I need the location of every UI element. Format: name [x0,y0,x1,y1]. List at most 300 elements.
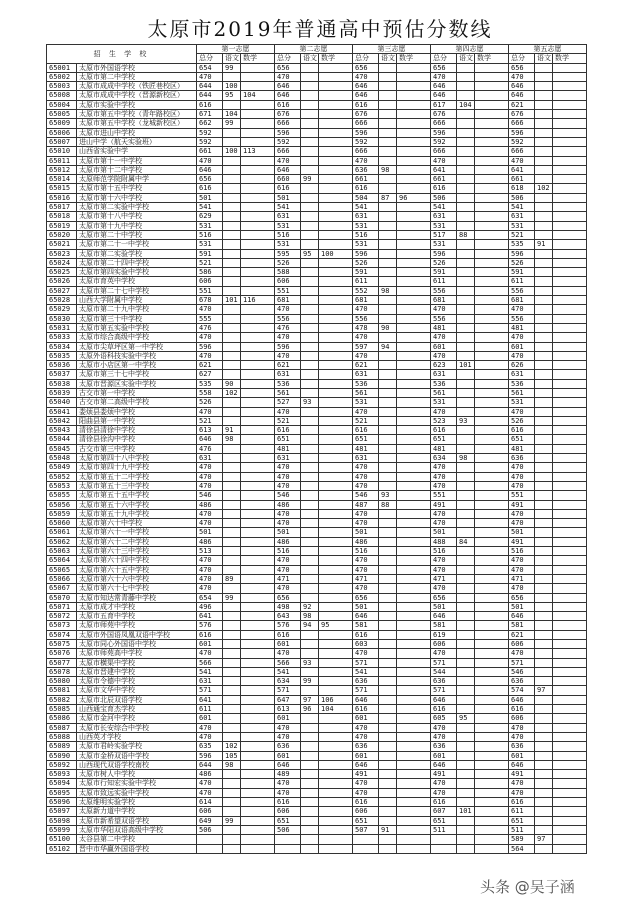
choice2-chinese-cell [301,547,319,556]
choice2-math-cell [319,258,353,267]
choice2-total-cell: 470 [275,556,301,565]
choice4-chinese-cell [457,612,475,621]
choice5-chinese-cell [535,268,553,277]
choice5-chinese-cell [535,481,553,490]
school-code-cell: 65040 [47,398,77,407]
choice4-chinese-cell [457,435,475,444]
choice3-math-cell [397,547,431,556]
choice3-chinese-cell [379,714,397,723]
choice4-math-cell [475,342,509,351]
choice4-total-cell: 470 [431,481,457,490]
choice1-chinese-cell [223,454,241,463]
choice1-math-cell [241,807,275,816]
choice1-total-cell: 661 [197,147,223,156]
choice4-chinese-cell: 88 [457,230,475,239]
choice3-total-cell: 526 [353,258,379,267]
choice1-math-cell [241,742,275,751]
choice1-math-cell [241,323,275,332]
choice5-math-cell [553,472,587,481]
choice3-total-cell: 646 [353,760,379,769]
table-row [47,528,587,537]
choice1-chinese-cell [223,314,241,323]
choice4-chinese-cell [457,333,475,342]
school-name-cell: 太原维明实验学校 [77,798,197,807]
choice4-math-cell [475,323,509,332]
table-row [47,630,587,639]
choice2-math-cell [319,649,353,658]
choice3-math-cell [397,407,431,416]
school-code-cell: 65043 [47,426,77,435]
choice5-total-cell: 656 [509,63,535,72]
choice1-chinese-cell: 90 [223,379,241,388]
choice3-chinese-cell [379,537,397,546]
choice5-math-cell [553,407,587,416]
choice5-total-cell: 596 [509,249,535,258]
choice4-total-cell: 616 [431,705,457,714]
choice2-math-cell [319,184,353,193]
school-code-cell: 65066 [47,574,77,583]
school-name-cell: 清徐县徐沟中学校 [77,435,197,444]
choice5-chinese-cell [535,519,553,528]
choice1-chinese-cell [223,565,241,574]
choice3-total-cell: 470 [353,649,379,658]
table-row [47,807,587,816]
choice3-total-cell: 546 [353,491,379,500]
choice4-chinese-cell [457,816,475,825]
school-name-cell: 太原市横渠中学校 [77,658,197,667]
choice3-chinese-cell [379,175,397,184]
choice3-total-cell: 470 [353,519,379,528]
choice2-total-cell: 676 [275,110,301,119]
choice4-math-cell [475,705,509,714]
choice5-total-cell: 606 [509,714,535,723]
choice2-math-cell [319,286,353,295]
choice3-math-cell [397,612,431,621]
choice3-chinese-cell [379,844,397,853]
choice5-total-cell: 470 [509,333,535,342]
school-code-cell: 65053 [47,481,77,490]
choice3-total-cell: 601 [353,751,379,760]
choice1-chinese-cell [223,351,241,360]
choice1-chinese-cell [223,807,241,816]
choice4-math-cell [475,640,509,649]
choice2-chinese-cell [301,528,319,537]
choice2-math-cell [319,807,353,816]
choice4-math-cell [475,751,509,760]
choice1-math-cell [241,658,275,667]
choice2-math-cell [319,128,353,137]
choice5-total-cell: 676 [509,110,535,119]
choice3-chinese-cell [379,110,397,119]
choice4-math-cell [475,128,509,137]
choice5-math-cell [553,175,587,184]
choice3-chinese-cell [379,788,397,797]
choice3-chinese-cell [379,221,397,230]
choice2-total-cell: 660 [275,175,301,184]
choice1-total-cell: 662 [197,119,223,128]
choice1-chinese-cell [223,128,241,137]
school-code-cell: 65025 [47,268,77,277]
choice5-total-cell: 666 [509,119,535,128]
choice3-total-cell: 581 [353,621,379,630]
choice2-total-cell: 476 [275,323,301,332]
choice4-math-cell [475,621,509,630]
subcol-chinese: 语文 [223,54,241,63]
school-name-cell: 太原市第二中学校 [77,72,197,81]
choice1-math-cell [241,547,275,556]
choice5-total-cell: 646 [509,695,535,704]
choice3-math-cell [397,203,431,212]
choice3-total-cell: 621 [353,361,379,370]
choice2-total-cell: 643 [275,612,301,621]
choice3-math-cell [397,705,431,714]
choice5-total-cell: 666 [509,147,535,156]
choice3-chinese-cell [379,398,397,407]
choice5-chinese-cell [535,342,553,351]
choice2-math-cell [319,221,353,230]
choice2-chinese-cell [301,416,319,425]
choice2-math-cell [319,723,353,732]
choice5-chinese-cell [535,305,553,314]
choice4-total-cell: 470 [431,732,457,741]
choice2-chinese-cell: 95 [301,249,319,258]
choice2-total-cell: 656 [275,593,301,602]
school-name-cell: 古交市第二高级中学校 [77,398,197,407]
choice1-chinese-cell [223,658,241,667]
choice2-math-cell [319,388,353,397]
choice2-chinese-cell [301,509,319,518]
choice4-total-cell: 551 [431,491,457,500]
choice1-chinese-cell [223,481,241,490]
choice3-math-cell [397,100,431,109]
choice1-math-cell [241,258,275,267]
choice5-math-cell [553,537,587,546]
choice2-total-cell: 681 [275,296,301,305]
school-name-cell: 太原市第二十四中学校 [77,258,197,267]
choice3-math-cell [397,732,431,741]
choice2-math-cell [319,230,353,239]
choice5-math-cell [553,732,587,741]
choice2-total-cell: 506 [275,825,301,834]
choice1-math-cell: 104 [241,91,275,100]
choice1-total-cell: 596 [197,751,223,760]
choice3-total-cell: 606 [353,807,379,816]
choice5-chinese-cell [535,612,553,621]
choice5-chinese-cell [535,463,553,472]
choice1-math-cell [241,156,275,165]
choice2-math-cell [319,268,353,277]
choice4-chinese-cell [457,621,475,630]
subcol-total: 总分 [353,54,379,63]
choice3-total-cell: 541 [353,203,379,212]
choice4-math-cell [475,435,509,444]
choice1-chinese-cell: 101 [223,296,241,305]
choice4-total-cell: 646 [431,82,457,91]
school-code-cell: 65048 [47,454,77,463]
choice5-chinese-cell [535,398,553,407]
school-code-cell: 65074 [47,630,77,639]
choice3-chinese-cell [379,305,397,314]
choice5-chinese-cell [535,258,553,267]
choice2-math-cell [319,593,353,602]
choice4-total-cell: 676 [431,110,457,119]
table-row [47,500,587,509]
choice4-chinese-cell [457,481,475,490]
choice5-total-cell: 551 [509,491,535,500]
choice3-math-cell [397,296,431,305]
choice5-math-cell [553,305,587,314]
table-row [47,119,587,128]
choice1-total-cell: 614 [197,798,223,807]
choice2-total-cell: 486 [275,500,301,509]
table-row [47,230,587,239]
school-code-cell: 65028 [47,296,77,305]
choice4-math-cell [475,277,509,286]
choice3-total-cell: 666 [353,147,379,156]
choice1-total-cell: 470 [197,333,223,342]
choice1-total-cell: 470 [197,407,223,416]
choice1-math-cell [241,500,275,509]
choice1-total-cell: 616 [197,100,223,109]
choice2-math-cell [319,732,353,741]
choice5-chinese-cell [535,732,553,741]
choice4-total-cell: 531 [431,398,457,407]
school-name-cell: 太原市第十九中学校 [77,221,197,230]
choice1-chinese-cell [223,268,241,277]
choice3-math-cell [397,788,431,797]
choice5-chinese-cell [535,574,553,583]
choice5-chinese-cell [535,723,553,732]
choice1-chinese-cell [223,528,241,537]
choice3-total-cell: 470 [353,723,379,732]
choice1-total-cell: 555 [197,314,223,323]
choice5-total-cell: 470 [509,305,535,314]
choice5-total-cell: 471 [509,574,535,583]
choice5-math-cell [553,835,587,844]
choice2-total-cell: 606 [275,807,301,816]
choice4-total-cell: 470 [431,333,457,342]
choice1-math-cell: 113 [241,147,275,156]
choice1-chinese-cell [223,165,241,174]
choice1-total-cell: 506 [197,825,223,834]
choice4-chinese-cell [457,732,475,741]
choice2-chinese-cell [301,556,319,565]
choice3-total-cell: 616 [353,705,379,714]
choice2-total-cell: 486 [275,537,301,546]
choice3-chinese-cell [379,742,397,751]
choice2-chinese-cell [301,593,319,602]
choice5-chinese-cell [535,91,553,100]
choice5-total-cell: 470 [509,72,535,81]
choice5-total-cell: 541 [509,203,535,212]
choice1-total-cell: 551 [197,286,223,295]
choice2-math-cell [319,426,353,435]
school-name-cell: 太原市第六十二中学校 [77,537,197,546]
choice5-math-cell [553,128,587,137]
choice3-math-cell [397,528,431,537]
choice1-chinese-cell [223,844,241,853]
choice3-chinese-cell [379,574,397,583]
school-code-cell: 65027 [47,286,77,295]
choice5-chinese-cell [535,472,553,481]
choice3-total-cell: 470 [353,463,379,472]
choice2-chinese-cell [301,137,319,146]
choice2-total-cell: 571 [275,686,301,695]
school-code-cell: 65075 [47,640,77,649]
choice3-chinese-cell [379,91,397,100]
school-code-cell: 65082 [47,695,77,704]
choice3-math-cell [397,640,431,649]
choice5-math-cell [553,426,587,435]
choice3-chinese-cell [379,779,397,788]
choice1-math-cell [241,454,275,463]
table-row [47,574,587,583]
school-name-cell: 太原市第二实验学校 [77,249,197,258]
choice3-total-cell: 556 [353,314,379,323]
choice2-total-cell: 613 [275,705,301,714]
choice3-math-cell [397,379,431,388]
choice4-chinese-cell [457,825,475,834]
choice4-math-cell [475,444,509,453]
choice4-math-cell [475,416,509,425]
choice4-total-cell: 631 [431,212,457,221]
choice1-total-cell: 470 [197,519,223,528]
school-name-cell: 太原市树人中学校 [77,770,197,779]
choice1-chinese-cell [223,537,241,546]
choice1-chinese-cell [223,686,241,695]
choice5-math-cell [553,798,587,807]
choice3-total-cell: 470 [353,305,379,314]
choice1-total-cell: 501 [197,528,223,537]
school-code-cell: 65080 [47,677,77,686]
choice5-math-cell [553,677,587,686]
choice3-math-cell [397,472,431,481]
choice4-total-cell: 611 [431,277,457,286]
choice2-math-cell: 104 [319,705,353,714]
choice2-chinese-cell [301,63,319,72]
choice2-math-cell [319,500,353,509]
choice5-total-cell: 506 [509,193,535,202]
choice5-chinese-cell [535,379,553,388]
school-name-cell: 太原市第五十五中学校 [77,491,197,500]
choice1-total-cell: 654 [197,593,223,602]
choice1-total-cell: 513 [197,547,223,556]
school-code-cell: 65006 [47,128,77,137]
choice3-chinese-cell [379,258,397,267]
choice5-total-cell: 631 [509,370,535,379]
choice2-total-cell: 470 [275,565,301,574]
choice1-chinese-cell: 100 [223,82,241,91]
school-code-cell: 65049 [47,463,77,472]
school-name-cell: 太原市同心外国语中学校 [77,640,197,649]
choice5-math-cell [553,323,587,332]
choice1-chinese-cell [223,230,241,239]
school-name-cell: 太原市第六十六中学校 [77,574,197,583]
choice3-math-cell [397,230,431,239]
choice5-chinese-cell [535,556,553,565]
table-row [47,751,587,760]
choice3-total-cell: 646 [353,82,379,91]
choice5-chinese-cell [535,695,553,704]
choice5-total-cell: 501 [509,602,535,611]
choice4-math-cell [475,798,509,807]
school-name-cell: 太原市第六十五中学校 [77,565,197,574]
choice5-chinese-cell [535,630,553,639]
choice2-chinese-cell [301,444,319,453]
table-row [47,649,587,658]
choice4-chinese-cell [457,519,475,528]
choice4-math-cell [475,388,509,397]
choice1-chinese-cell: 100 [223,147,241,156]
choice3-math-cell [397,82,431,91]
choice4-chinese-cell: 95 [457,714,475,723]
choice1-chinese-cell [223,640,241,649]
choice1-total-cell: 470 [197,351,223,360]
table-row [47,798,587,807]
choice3-total-cell: 486 [353,537,379,546]
choice2-total-cell: 470 [275,463,301,472]
choice5-chinese-cell [535,119,553,128]
table-row [47,593,587,602]
choice5-math-cell [553,361,587,370]
choice4-chinese-cell [457,63,475,72]
choice1-chinese-cell [223,203,241,212]
choice1-total-cell: 470 [197,584,223,593]
choice3-math-cell [397,342,431,351]
table-row [47,361,587,370]
choice2-math-cell [319,277,353,286]
choice5-total-cell: 470 [509,565,535,574]
choice5-math-cell [553,602,587,611]
choice3-chinese-cell [379,565,397,574]
choice2-math-cell [319,119,353,128]
choice3-math-cell [397,835,431,844]
choice5-chinese-cell [535,844,553,853]
school-name-cell: 太原市君岭实验学校 [77,742,197,751]
choice2-total-cell: 651 [275,816,301,825]
choice1-total-cell: 646 [197,165,223,174]
choice4-total-cell: 619 [431,630,457,639]
choice4-total-cell: 641 [431,165,457,174]
choice3-math-cell [397,760,431,769]
choice1-math-cell [241,370,275,379]
choice3-total-cell: 592 [353,137,379,146]
school-name-cell: 太原市新希望双语学校 [77,816,197,825]
choice5-chinese-cell [535,537,553,546]
choice1-chinese-cell [223,333,241,342]
choice2-total-cell: 592 [275,137,301,146]
table-row [47,844,587,853]
choice1-chinese-cell [223,258,241,267]
choice4-total-cell: 596 [431,128,457,137]
choice3-chinese-cell: 98 [379,165,397,174]
choice5-math-cell [553,333,587,342]
choice4-total-cell [431,835,457,844]
choice4-chinese-cell [457,119,475,128]
choice4-math-cell [475,760,509,769]
choice1-chinese-cell: 99 [223,63,241,72]
choice2-chinese-cell [301,128,319,137]
choice3-total-cell: 470 [353,779,379,788]
choice4-math-cell [475,686,509,695]
choice5-total-cell: 470 [509,649,535,658]
choice1-math-cell [241,277,275,286]
choice4-chinese-cell [457,426,475,435]
choice2-total-cell: 521 [275,416,301,425]
choice2-math-cell [319,686,353,695]
choice2-chinese-cell [301,305,319,314]
subcol-total: 总分 [431,54,457,63]
